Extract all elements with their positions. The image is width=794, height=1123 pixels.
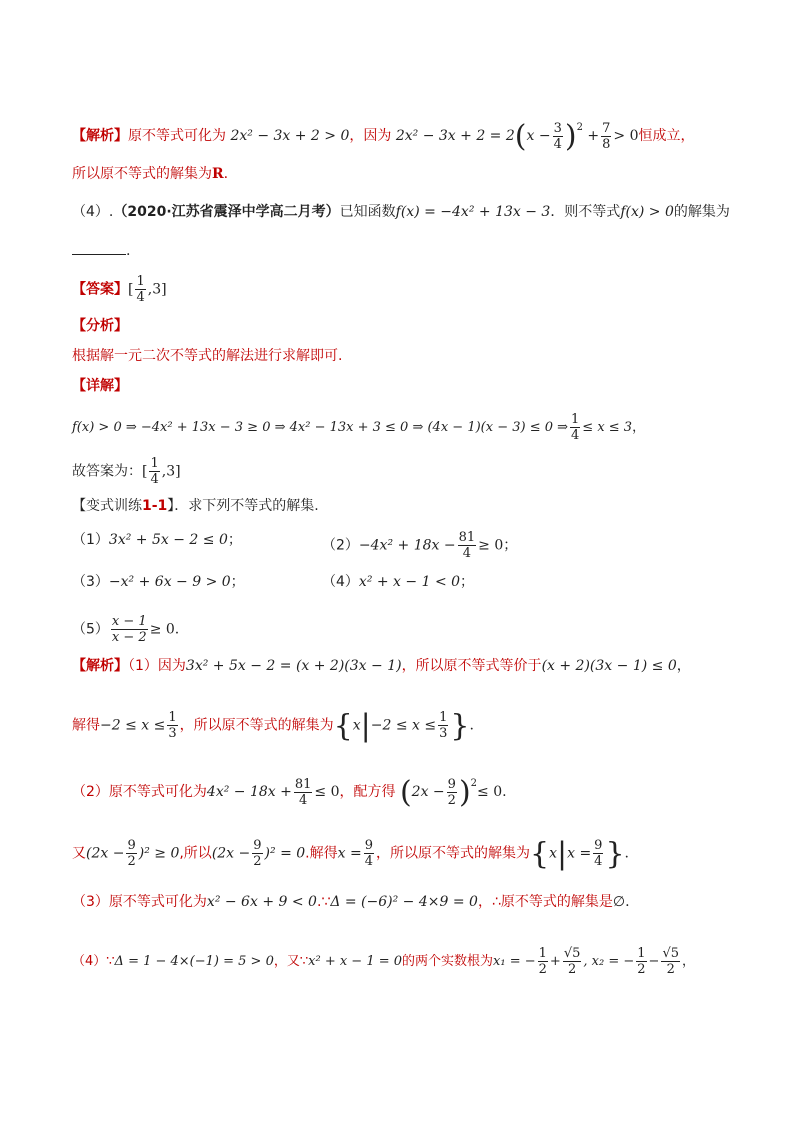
answer-blank-line: . bbox=[72, 240, 734, 261]
fraction: $\frac{1}{2}$ bbox=[637, 946, 646, 977]
fraction: $\frac{1}{4}$ bbox=[136, 274, 145, 305]
solution-line-3: （2）原不等式可化为4x² − 18x + $\frac{81}{4}$ ≤ 0，配方得 (2x − $\frac{9}{2}$ )$^2$≤ 0. bbox=[72, 775, 507, 810]
fraction: $\frac{81}{4}$ bbox=[294, 776, 312, 808]
fraction: $\frac{1}{2}$ bbox=[538, 946, 547, 977]
fraction: $\frac{9}{2}$ bbox=[253, 838, 262, 869]
solution-line-5: （3）原不等式可化为x² − 6x + 9 < 0.∵Δ = (−6)² − 4×9 = 0，∴原不等式的解集是∅. bbox=[72, 894, 630, 910]
answer-blank bbox=[72, 240, 126, 255]
fraction: $\frac{√5}{2}$ bbox=[563, 946, 581, 977]
fraction: $\frac{9}{4}$ bbox=[594, 838, 603, 869]
analysis-tag: 【解析】 bbox=[72, 658, 128, 674]
exercise-row-1: （1）3x² + 5x − 2 ≤ 0； （2）−4x² + 18x − $\frac{81}{4}$ ≥ 0； bbox=[72, 530, 518, 561]
exercise-row-3: （5） $\frac{x - 1}{x - 2}$ ≥ 0. bbox=[72, 614, 180, 645]
analysis-tag: 【分析】 bbox=[72, 318, 128, 334]
solution-line-6: （4）∵Δ = 1 − 4×(−1) = 5 > 0，又∵x² + x − 1 = 0的两个实数根为x₁ = − $\frac{1}{2}$ + $\frac{√5}{2}$ , x₂ = − $\frac{1}{2}$ − $\frac{√5}{2}$ ， bbox=[72, 946, 696, 977]
solution-line-1: 【解析】（1）因为3x² + 5x − 2 = (x + 2)(3x − 1)，所以原不等式等价于(x + 2)(3x − 1) ≤ 0， bbox=[72, 658, 691, 674]
exercise-row-2: （3）−x² + 6x − 9 > 0； （4）x² + x − 1 < 0； bbox=[72, 574, 475, 590]
answer-tag: 【答案】 bbox=[72, 281, 128, 298]
detail-tag: 【详解】 bbox=[72, 378, 128, 394]
fraction: $\frac{9}{2}$ bbox=[447, 776, 456, 808]
detail-derivation: f(x) > 0 ⇒ −4x² + 13x − 3 ≥ 0 ⇒ 4x² − 13x + 3 ≤ 0 ⇒ (4x − 1)(x − 3) ≤ 0 ⇒ $\frac{1}{4}$ ≤ x ≤ 3， bbox=[72, 412, 646, 443]
fraction: $\frac{7}{8}$ bbox=[602, 120, 611, 152]
fraction: $\frac{81}{4}$ bbox=[458, 530, 476, 561]
analysis-text: 根据解一元二次不等式的解法进行求解即可. bbox=[72, 348, 343, 364]
fraction: $\frac{√5}{2}$ bbox=[662, 946, 679, 977]
analysis-line-1: 【解析】原不等式可化为 2x² − 3x + 2 > 0，因为 2x² − 3x + 2 = 2(x − $\frac{3}{4}$ )$^2$ + $\frac{7}{8}$ > 0恒成立， bbox=[72, 119, 695, 154]
fraction: $\frac{9}{2}$ bbox=[127, 838, 136, 869]
solution-line-4: 又(2x − $\frac{9}{2}$ )² ≥ 0,所以(2x − $\frac{9}{2}$ )² = 0.解得x = $\frac{9}{4}$ ，所以原不等式的解集为{x|x = $\frac{9}{4}$ }. bbox=[72, 836, 629, 872]
fraction: $\frac{3}{4}$ bbox=[553, 120, 562, 152]
solution-line-2: 解得−2 ≤ x ≤ $\frac{1}{3}$ ，所以原不等式的解集为{x|−2 ≤ x ≤ $\frac{1}{3}$ }. bbox=[72, 708, 474, 744]
question-4: （4）.（2020·江苏省震泽中学高二月考）已知函数f(x) = −4x² + 13x − 3．则不等式f(x) > 0的解集为 bbox=[72, 204, 730, 220]
fraction: $\frac{9}{4}$ bbox=[364, 838, 373, 869]
fraction: $\frac{1}{3}$ bbox=[439, 710, 448, 741]
final-answer-line: 故答案为：[ $\frac{1}{4}$ ,3] bbox=[72, 456, 181, 487]
fraction: $\frac{1}{4}$ bbox=[150, 456, 159, 487]
fraction: $\frac{1}{4}$ bbox=[571, 412, 580, 443]
fraction: $\frac{1}{3}$ bbox=[168, 710, 177, 741]
detail-heading bbox=[72, 376, 734, 396]
math-expression: 2x² − 3x + 2 > 0 bbox=[230, 128, 350, 144]
analysis-line-2: 所以原不等式的解集为R. bbox=[72, 166, 229, 182]
exercise-heading: 【变式训练1-1】．求下列不等式的解集. bbox=[72, 498, 319, 514]
fraction: $\frac{x - 1}{x - 2}$ bbox=[111, 614, 147, 645]
analysis-tag: 【解析】 bbox=[72, 128, 128, 144]
answer-line: 【答案】[ $\frac{1}{4}$ ,3] bbox=[72, 274, 167, 305]
analysis-heading bbox=[72, 316, 734, 336]
question-source: （2020·江苏省震泽中学高二月考） bbox=[113, 204, 340, 220]
